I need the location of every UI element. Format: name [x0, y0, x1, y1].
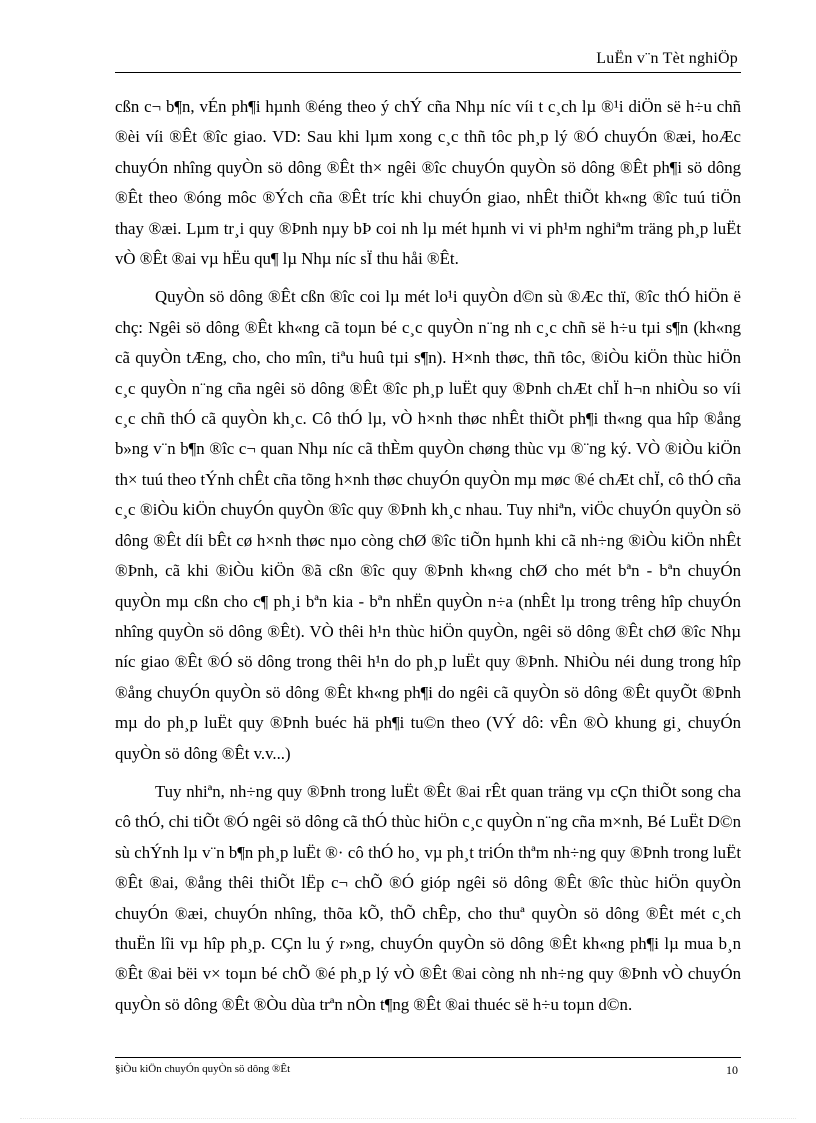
paragraph-3: Tuy nhiªn, nh÷ng quy ®Þnh trong luËt ®Êt ®ai rÊt quan träng vµ cÇn thiÕt song cha cô thÓ, chi tiÕt ®Ó ngêi sö dông cã thÓ thùc hiÖn c¸c quyÒn n¨ng cña m×nh, Bé LuËt D©n sù chÝnh lµ v¨n b¶n ph¸p luËt ®· cô thÓ ho¸ vµ ph¸t triÓn thªm nh÷ng quy ®Þnh trong luËt ®Êt ®ai, ®ång thêi thiÕt lËp c¬ chÕ ®Ó gióp ngêi sö dông ®Êt ®îc thùc hiÖn quyÒn chuyÓn ®æi, chuyÓn nhîng, thõa kÕ, thÕ chÊp, cho thuª quyÒn sö dông ®Êt mét c¸ch thuËn lîi vµ hîp ph¸p. CÇn lu ý r»ng, chuyÓn quyÒn sö dông ®Êt kh«ng ph¶i lµ mua b¸n ®Êt ®ai bëi v× toµn bé chÕ ®é ph¸p lý vÒ ®Êt ®ai còng nh nh÷ng quy ®Þnh vÒ chuyÓn quyÒn sö dông ®Êt ®Òu dùa trªn nÒn t¶ng ®Êt ®ai thuéc së h÷u toµn d©n. — [115, 781, 741, 1014]
page-bottom-border — [20, 1118, 796, 1119]
running-header-title: LuËn v¨n Tèt nghiÖp — [596, 50, 738, 67]
footer-chapter-title: §iÒu kiÖn chuyÓn quyÒn sö dông ®Êt — [115, 1063, 291, 1075]
page-number: 10 — [726, 1063, 738, 1077]
footer-rule — [115, 1057, 741, 1058]
body-text — [115, 92, 741, 1028]
paragraph-1: cßn c¬ b¶n, vÉn ph¶i hµnh ®éng theo ý chÝ cña Nhµ níc víi t c¸ch lµ ®¹i diÖn së h÷u chñ ®èi víi ®Êt ®îc giao. VD: Sau khi lµm xong c¸c thñ tôc ph¸p lý ®Ó chuyÓn ®æi, hoÆc chuyÓn nhîng quyÒn sö dông ®Êt th× ngêi ®îc chuyÓn quyÒn sö dông ®Êt ph¶i sö dông ®Êt theo ®óng môc ®Ých cña ®Êt tríc khi chuyÓn giao, nhÊt thiÕt kh«ng ®îc tuú tiÖn thay ®æi. Lµm tr¸i quy ®Þnh nµy bÞ coi nh lµ mét hµnh vi vi ph¹m nghiªm träng ph¸p luËt vÒ ®Êt ®ai vµ hËu qu¶ lµ Nhµ níc sÏ thu håi ®Êt. — [115, 97, 741, 269]
header-rule — [115, 72, 741, 73]
paragraph-2: QuyÒn sö dông ®Êt cßn ®îc coi lµ mét lo¹i quyÒn d©n sù ®Æc thï, ®îc thÓ hiÖn ë chç: Ngêi sö dông ®Êt kh«ng cã toµn bé c¸c quyÒn n¨ng nh c¸c chñ së h÷u tµi s¶n (kh«ng cã quyÒn tÆng, cho, cho mîn, tiªu huû tµi s¶n). H×nh thøc, thñ tôc, ®iÒu kiÖn thùc hiÖn c¸c quyÒn n¨ng cña ngêi sö dông ®Êt ®îc ph¸p luËt quy ®Þnh chÆt chÏ h¬n nhiÒu so víi c¸c chñ thÓ cã quyÒn kh¸c. Cô thÓ lµ, vÒ h×nh thøc nhÊt thiÕt ph¶i th«ng qua hîp ®ång b»ng v¨n b¶n ®îc c¬ quan Nhµ níc cã thÈm quyÒn chøng thùc vµ ®¨ng ký. VÒ ®iÒu kiÖn th× tuú theo tÝnh chÊt cña tõng h×nh thøc chuyÓn quyÒn mµ møc ®é chÆt chÏ, cô thÓ cña c¸c ®iÒu kiÖn chuyÓn quyÒn ®îc quy ®Þnh kh¸c nhau. Tuy nhiªn, viÖc chuyÓn quyÒn sö dông ®Êt díi bÊt cø h×nh thøc nµo còng chØ ®îc tiÕn hµnh khi cã nh÷ng ®iÒu kiÖn nhÊt ®Þnh, cã khi ®iÒu kiÖn ®ã cßn ®îc quy ®Þnh kh«ng chØ cho mét bªn - bªn chuyÓn quyÒn mµ cßn cho c¶ ph¸i bªn kia - bªn nhËn quyÒn n÷a (nhÊt lµ trong trêng hîp chuyÓn nhîng quyÒn sö dông ®Êt). VÒ thêi h¹n thùc hiÖn quyÒn, ngêi sö dông ®Êt chØ ®îc Nhµ níc giao ®Êt ®Ó sö dông trong thêi h¹n do ph¸p luËt quy ®Þnh. NhiÒu néi dung trong hîp ®ång chuyÓn quyÒn sö dông ®Êt kh«ng ph¶i do ngêi cã quyÒn sö dông ®Êt quyÕt ®Þnh mµ do ph¸p luËt quy ®Þnh buéc hä ph¶i tu©n theo (VÝ dô: vÊn ®Ò khung gi¸ chuyÓn quyÒn sö dông ®Êt v.v...) — [115, 287, 741, 763]
